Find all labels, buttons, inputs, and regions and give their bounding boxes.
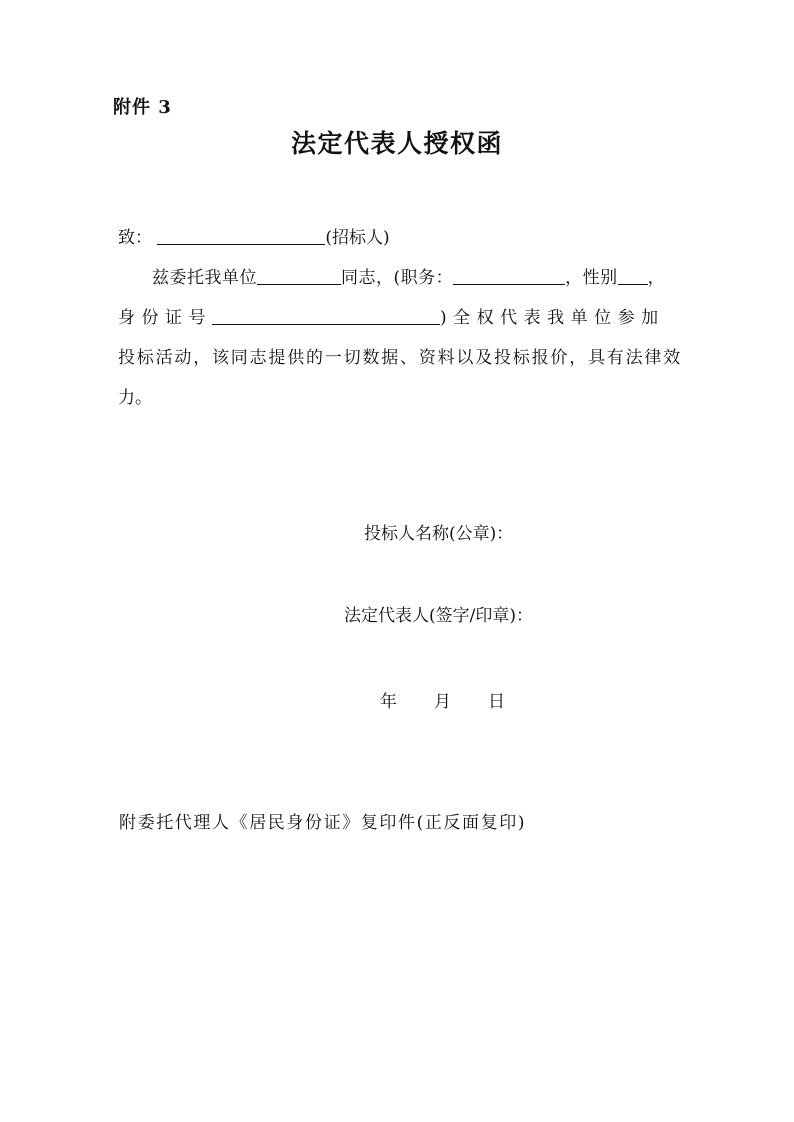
form-text: ，	[647, 268, 666, 288]
form-text: 兹委托我单位	[152, 268, 257, 288]
form-text: 投标活动，该同志提供的一切数据、资料以及投标报价，具有法律效	[118, 348, 682, 368]
form-text: 力。	[118, 388, 152, 408]
form-line	[118, 338, 684, 378]
form-line	[118, 298, 684, 338]
form-text: (招标人)	[325, 228, 390, 248]
date-line: 年 月 日	[380, 692, 506, 712]
form-text: 同志，(职务：	[341, 268, 454, 288]
form-line	[118, 258, 684, 298]
fill-in-blank	[212, 307, 440, 325]
form-text: )全权代表我单位参加	[440, 308, 665, 328]
fill-in-blank	[157, 227, 325, 245]
form-text: ，性别	[565, 268, 618, 288]
form-line	[118, 218, 684, 258]
document-title: 法定代表人授权函	[290, 129, 503, 158]
bidder-name-seal-label: 投标人名称(公章)：	[364, 524, 514, 544]
fill-in-blank	[257, 267, 341, 285]
form-text: 致：	[118, 228, 158, 248]
footer-note: 附委托代理人《居民身份证》复印件(正反面复印)	[119, 813, 527, 833]
legal-representative-signature-label: 法定代表人(签字/印章)：	[344, 606, 533, 626]
form-text: 身份证号	[118, 308, 212, 328]
attachment-label: 附件 3	[113, 97, 172, 118]
fill-in-blank	[618, 267, 648, 285]
form-line	[118, 378, 684, 418]
fill-in-blank	[453, 267, 565, 285]
document-body	[118, 218, 684, 418]
